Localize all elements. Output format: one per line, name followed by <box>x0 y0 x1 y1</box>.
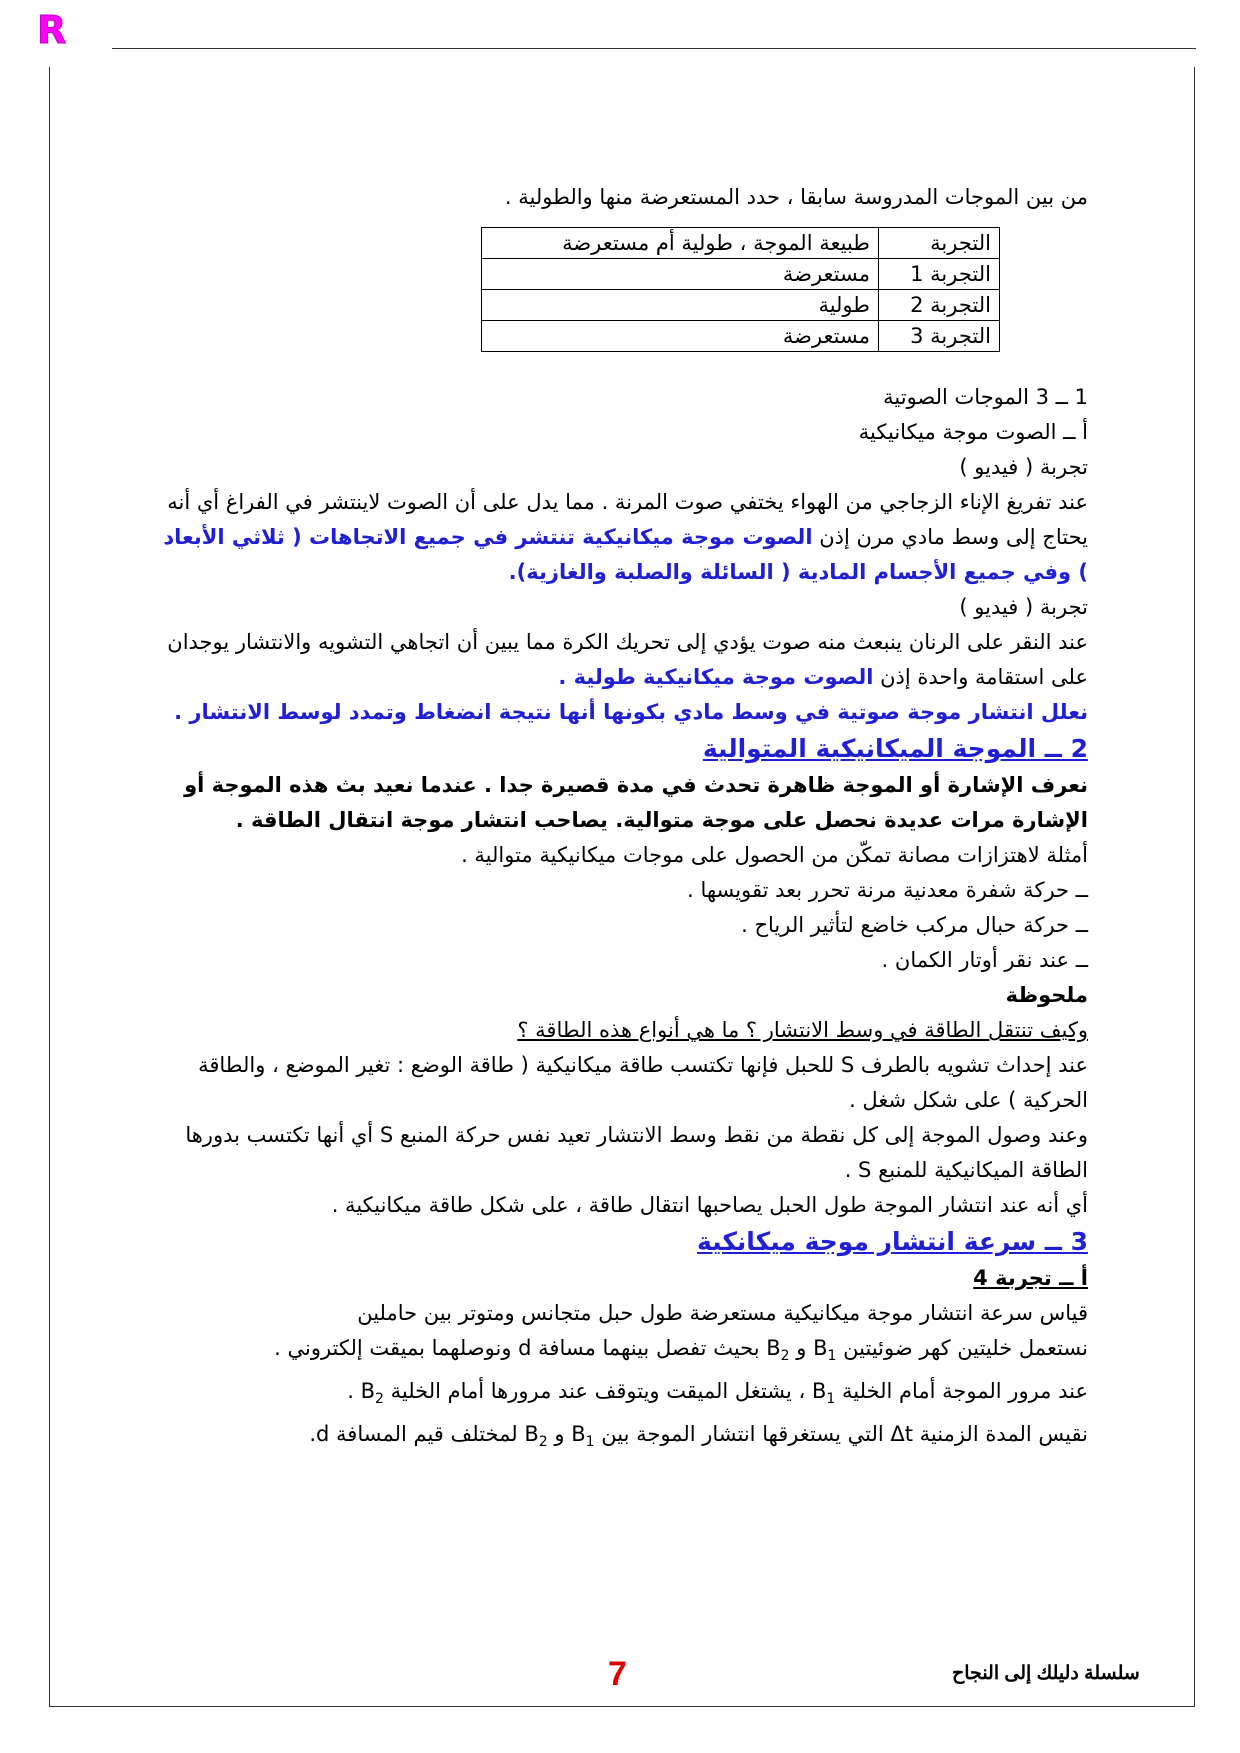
conjunction: و <box>554 1422 565 1447</box>
section-heading-text: 3 ــ سرعة انتشار موجة ميكانكية <box>696 1227 1088 1256</box>
cell-subscript: 2 <box>375 1391 384 1408</box>
table-cell: التجربة 2 <box>879 290 1000 321</box>
cell-letter: B <box>813 1336 828 1360</box>
table-cell: التجربة 1 <box>879 259 1000 290</box>
paragraph-text: لمختلف قيم المسافة d. <box>309 1422 518 1447</box>
paragraph-text: ، يشتغل الميقت ويتوقف عند مرورها أمام الخلية <box>390 1379 806 1404</box>
section-heading <box>150 730 1088 768</box>
header-divider <box>112 48 1196 49</box>
paragraph: عند إحداث تشويه بالطرف S للحبل فإنها تكتسب طاقة ميكانيكية ( طاقة الوضع : تغير الموضع ، والطاقة الحركية ) على شكل شغل . <box>198 1053 1088 1112</box>
list-item: ــ حركة شفرة معدنية مرنة تحرر بعد تقويسها . <box>687 878 1088 902</box>
subsection-title: أ ــ الصوت موجة ميكانيكية <box>858 420 1088 444</box>
cell-subscript: 2 <box>780 1348 790 1365</box>
paragraph <box>150 1331 1088 1374</box>
paragraph-text: نستعمل خليتين كهر ضوئيتين <box>843 1336 1088 1360</box>
cell-subscript: 1 <box>826 1391 836 1408</box>
cell-subscript: 1 <box>585 1434 595 1451</box>
paragraph-text: نقيس المدة الزمنية Δt التي يستغرقها انتشار الموجة بين <box>601 1422 1088 1447</box>
conjunction: و <box>796 1336 807 1360</box>
paragraph: أي أنه عند انتشار الموجة طول الحبل يصاحبها انتقال طاقة ، على شكل طاقة ميكانيكية . <box>331 1193 1088 1217</box>
table-row <box>482 259 1000 290</box>
paragraph: وعند وصول الموجة إلى كل نقطة من نقط وسط الانتشار تعيد نفس حركة المنبع S أي أنها تكتسب بدورها الطاقة الميكانيكية للمنبع S . <box>185 1123 1088 1182</box>
table-row <box>482 321 1000 352</box>
table-cell: مستعرضة <box>482 259 879 290</box>
experiment-label: تجربة ( فيديو ) <box>959 455 1088 479</box>
paragraph <box>150 1417 1088 1460</box>
paragraph-text: عند مرور الموجة أمام الخلية <box>842 1379 1088 1404</box>
table-cell: طولية <box>482 290 879 321</box>
list-item: ــ حركة حبال مركب خاضع لتأثير الرياح . <box>741 913 1088 937</box>
experiment-label: تجربة ( فيديو ) <box>959 595 1088 619</box>
table-cell: التجربة 3 <box>879 321 1000 352</box>
cell-letter: B <box>811 1379 827 1404</box>
subsection-title: أ ــ تجربة 4 <box>973 1266 1088 1290</box>
paragraph-text: بحيث تفصل بينهما مسافة d ونوصلهما بميقت إلكتروني . <box>274 1336 760 1360</box>
definition-text: نعرف الإشارة أو الموجة ظاهرة تحدث في مدة قصيرة جدا . عندما نعيد بث هذه الموجة أو الإشارة مرات عديدة نحصل على موجة متوالية. يصاحب انتشار موجة انتقال الطاقة . <box>184 773 1088 832</box>
highlight-text: الصوت موجة ميكانيكية تنتشر في جميع الاتجاهات ( ثلاثي الأبعاد ) وفي جميع الأجسام المادية ( السائلة والصلبة والغازية). <box>163 525 1088 584</box>
intro-text: من بين الموجات المدروسة سابقا ، حدد المستعرضة منها والطولية . <box>504 185 1088 209</box>
table-header-cell: طبيعة الموجة ، طولية أم مستعرضة <box>482 228 879 259</box>
note-question: وكيف تنتقل الطاقة في وسط الانتشار ؟ ما هي أنواع هذه الطاقة ؟ <box>517 1018 1088 1042</box>
page-content <box>150 180 1088 1461</box>
logo: R <box>37 8 67 52</box>
table-cell: مستعرضة <box>482 321 879 352</box>
cell-subscript: 1 <box>827 1348 837 1365</box>
cell-letter: B <box>524 1422 539 1447</box>
cell-letter: B <box>360 1379 375 1404</box>
paragraph <box>150 625 1088 695</box>
list-item: ــ عند نقر أوتار الكمان . <box>881 948 1088 972</box>
paragraph: عند مرور الموجة أمام الخلية $B_1$ ، يشتغل الميقت ويتوقف عند مرورها أمام الخلية $B_2$ . <box>347 1379 1088 1408</box>
paragraph <box>150 485 1088 590</box>
table-header-cell: التجربة <box>879 228 1000 259</box>
paragraph-text: عند تفريغ الإناء الزجاجي من الهواء يختفي صوت المرنة . مما يدل على أن الصوت لاينتشر في الفراغ أي أنه يحتاج إلى وسط مادي مرن إذن <box>167 490 1088 549</box>
examples-intro: أمثلة لاهتزازات مصانة تمكّن من الحصول على موجات ميكانيكية متوالية . <box>461 843 1088 867</box>
cell-symbol <box>360 1379 384 1408</box>
cell-letter: B <box>766 1336 781 1360</box>
page-number: 7 <box>608 1655 627 1693</box>
section-title-sound: 1 ــ 3 الموجات الصوتية <box>883 385 1088 409</box>
highlight-paragraph: نعلل انتشار موجة صوتية في وسط مادي بكونها أنها نتيجة انضغاط وتمدد لوسط الانتشار . <box>174 700 1088 724</box>
cell-symbol <box>571 1422 595 1451</box>
section-heading <box>150 1223 1088 1261</box>
cell-subscript: 2 <box>538 1434 548 1451</box>
cell-letter: B <box>571 1422 586 1447</box>
cell-symbol <box>524 1422 548 1451</box>
paragraph-text: عند النقر على الرنان ينبعث منه صوت يؤدي إلى تحريك الكرة مما يبين أن اتجاهي التشويه والانتشار يوجدان على استقامة واحدة إذن <box>167 630 1088 689</box>
experiments-table <box>481 227 1000 352</box>
section-heading-text: 2 ــ الموجة الميكانيكية المتوالية <box>702 734 1088 763</box>
cell-symbol <box>811 1379 836 1408</box>
cell-symbol <box>813 1336 837 1365</box>
paragraph: قياس سرعة انتشار موجة ميكانيكية مستعرضة طول حبل متجانس ومتوتر بين حاملين <box>357 1301 1088 1325</box>
table-header-row <box>482 228 1000 259</box>
highlight-text: الصوت موجة ميكانيكية طولية . <box>558 665 874 689</box>
table-row <box>482 290 1000 321</box>
cell-symbol <box>766 1336 790 1365</box>
series-title: سلسلة دليلك إلى النجاح <box>952 1663 1140 1684</box>
note-title: ملحوظة <box>1005 983 1088 1007</box>
